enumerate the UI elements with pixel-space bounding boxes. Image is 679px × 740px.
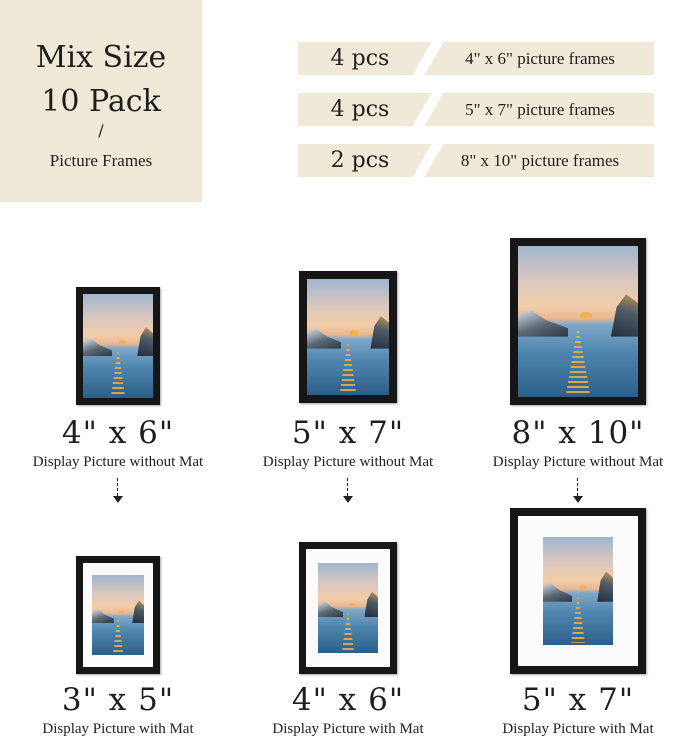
size-label: 5" x 7" bbox=[521, 682, 635, 718]
title-line-2: 10 Pack bbox=[41, 84, 161, 119]
sun bbox=[350, 330, 358, 335]
rock-right bbox=[129, 601, 144, 623]
down-arrow-icon bbox=[112, 478, 124, 504]
rock-left bbox=[543, 582, 572, 601]
size-label: 4" x 6" bbox=[291, 682, 405, 718]
white-mat bbox=[518, 516, 638, 666]
size-label: 3" x 5" bbox=[61, 682, 175, 718]
spec-description: 8" x 10" picture frames bbox=[460, 151, 620, 170]
white-mat bbox=[83, 563, 153, 667]
seascape-artwork bbox=[543, 537, 613, 645]
seascape-artwork bbox=[518, 246, 638, 397]
frame-5x7-with-mat bbox=[299, 542, 397, 674]
sun-reflection bbox=[571, 597, 585, 642]
white-mat bbox=[306, 549, 390, 667]
caption: Display Picture without Mat bbox=[262, 454, 434, 470]
frame-4x6-no-mat bbox=[76, 287, 160, 405]
caption: Display Picture with Mat bbox=[42, 721, 194, 737]
size-label: 8" x 10" bbox=[511, 415, 645, 451]
rock-left bbox=[318, 601, 343, 617]
sun-reflection bbox=[113, 620, 123, 654]
title-panel bbox=[0, 0, 202, 202]
sun-reflection bbox=[111, 352, 125, 396]
title-slash: / bbox=[98, 121, 104, 140]
frame-4x6-with-mat bbox=[76, 556, 160, 674]
sun-reflection bbox=[342, 613, 354, 651]
frame-8x10-with-mat bbox=[510, 508, 646, 674]
title-line-1: Mix Size bbox=[35, 40, 167, 75]
size-label: 5" x 7" bbox=[291, 415, 405, 451]
spec-description: 4" x 6" picture frames bbox=[465, 49, 615, 68]
rock-right bbox=[361, 592, 378, 617]
caption: Display Picture without Mat bbox=[32, 454, 204, 470]
spec-quantity: 2 pcs bbox=[330, 148, 390, 173]
sun-reflection bbox=[566, 331, 590, 394]
sun bbox=[119, 610, 124, 613]
spec-quantity: 4 pcs bbox=[330, 97, 390, 122]
spec-badge-5x7 bbox=[298, 93, 654, 126]
caption: Display Picture without Mat bbox=[492, 454, 664, 470]
caption: Display Picture with Mat bbox=[502, 721, 654, 737]
size-label: 4" x 6" bbox=[61, 415, 175, 451]
frame-5x7-no-mat bbox=[299, 271, 397, 403]
rock-left bbox=[307, 328, 341, 349]
spec-quantity: 4 pcs bbox=[330, 46, 390, 71]
rock-right bbox=[593, 572, 613, 602]
rock-right bbox=[133, 327, 153, 356]
sun-reflection bbox=[340, 344, 356, 393]
spec-badge-4x6 bbox=[298, 42, 654, 75]
caption: Display Picture with Mat bbox=[272, 721, 424, 737]
sun bbox=[349, 603, 355, 607]
sun bbox=[119, 340, 126, 344]
seascape-artwork bbox=[318, 563, 378, 653]
rock-left bbox=[92, 609, 114, 623]
seascape-artwork bbox=[307, 279, 389, 395]
sun bbox=[580, 312, 592, 318]
seascape-artwork bbox=[83, 294, 153, 398]
rock-left bbox=[518, 309, 568, 336]
rock-right bbox=[365, 316, 389, 348]
sun bbox=[579, 585, 586, 589]
title-line-3: Picture Frames bbox=[49, 151, 153, 170]
rock-right bbox=[603, 294, 638, 336]
down-arrow-icon bbox=[342, 478, 354, 504]
rock-left bbox=[83, 338, 112, 357]
seascape-artwork bbox=[92, 575, 144, 655]
down-arrow-icon bbox=[572, 478, 584, 504]
spec-description: 5" x 7" picture frames bbox=[465, 100, 615, 119]
frame-8x10-no-mat bbox=[510, 238, 646, 405]
spec-badge-8x10 bbox=[298, 144, 654, 177]
